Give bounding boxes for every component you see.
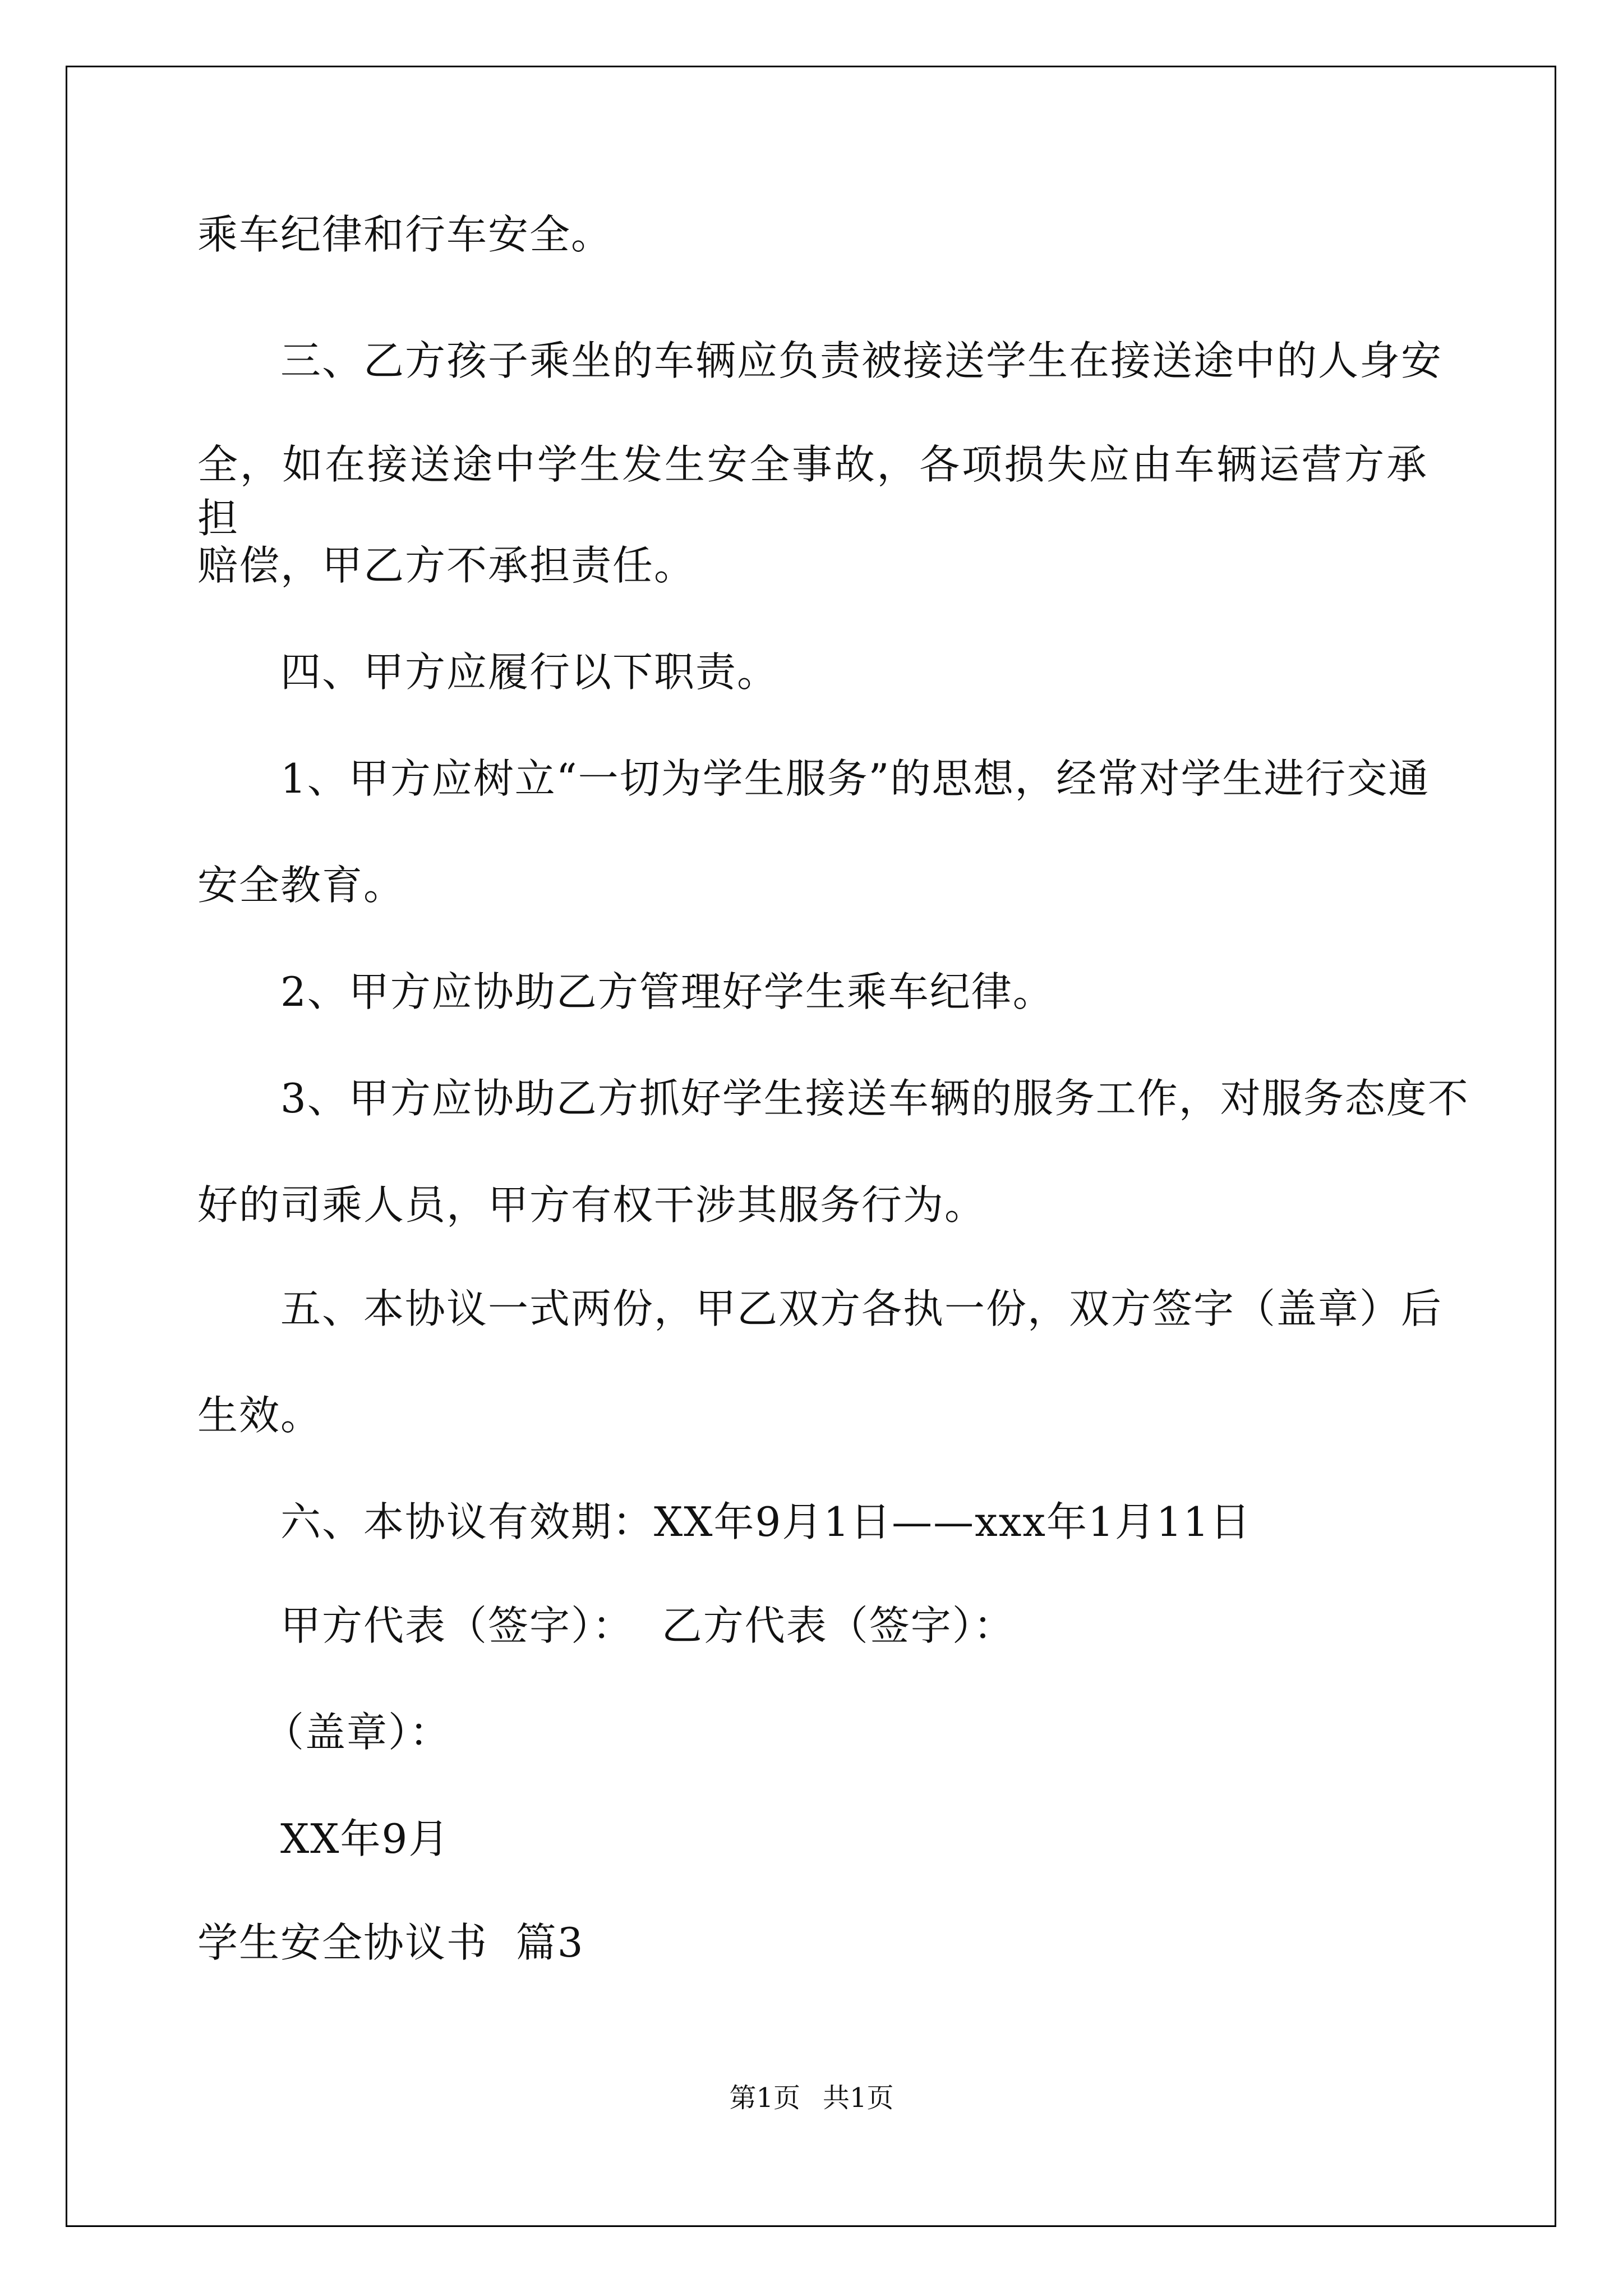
- clause-4-item-1-line-1: 1、甲方应树立“一切为学生服务”的思想，经常对学生进行交通: [280, 755, 1430, 802]
- clause-4-item-2: 2、甲方应协助乙方管理好学生乘车纪律。: [280, 968, 1054, 1015]
- clause-5-line-2: 生效。: [197, 1392, 322, 1439]
- clause-4-heading: 四、甲方应履行以下职责。: [280, 648, 779, 696]
- clause-6-validity: 六、本协议有效期：XX年9月1日——xxx年1月11日: [280, 1498, 1252, 1545]
- page-footer: [0, 2081, 1623, 2115]
- page-number: 第1页: [729, 2082, 800, 2114]
- clause-3-line-1: 三、乙方孩子乘坐的车辆应负责被接送学生在接送途中的人身安: [280, 337, 1443, 384]
- clause-4-item-3-line-1: 3、甲方应协助乙方抓好学生接送车辆的服务工作，对服务态度不: [280, 1075, 1469, 1122]
- page-total: 共1页: [823, 2082, 894, 2114]
- clause-3-line-2: 全，如在接送途中学生发生安全事故，各项损失应由车辆运营方承担: [197, 441, 1428, 542]
- clause-5-line-1: 五、本协议一式两份，甲乙双方各执一份，双方签字（盖章）后: [280, 1285, 1443, 1332]
- clause-4-item-1-line-2: 安全教育。: [197, 862, 405, 909]
- seal-line: （盖章）：: [264, 1709, 451, 1756]
- date-line: XX年9月: [280, 1815, 450, 1862]
- clause-3-line-3: 赔偿，甲乙方不承担责任。: [197, 542, 696, 589]
- paragraph-line: 乘车纪律和行车安全。: [197, 211, 613, 258]
- page-border: [66, 66, 1556, 2227]
- signature-line: 甲方代表（签字）： 乙方代表（签字）：: [280, 1602, 1015, 1649]
- clause-4-item-3-line-2: 好的司乘人员，甲方有权干涉其服务行为。: [197, 1181, 986, 1228]
- section-heading: 学生安全协议书 篇3: [197, 1919, 584, 1966]
